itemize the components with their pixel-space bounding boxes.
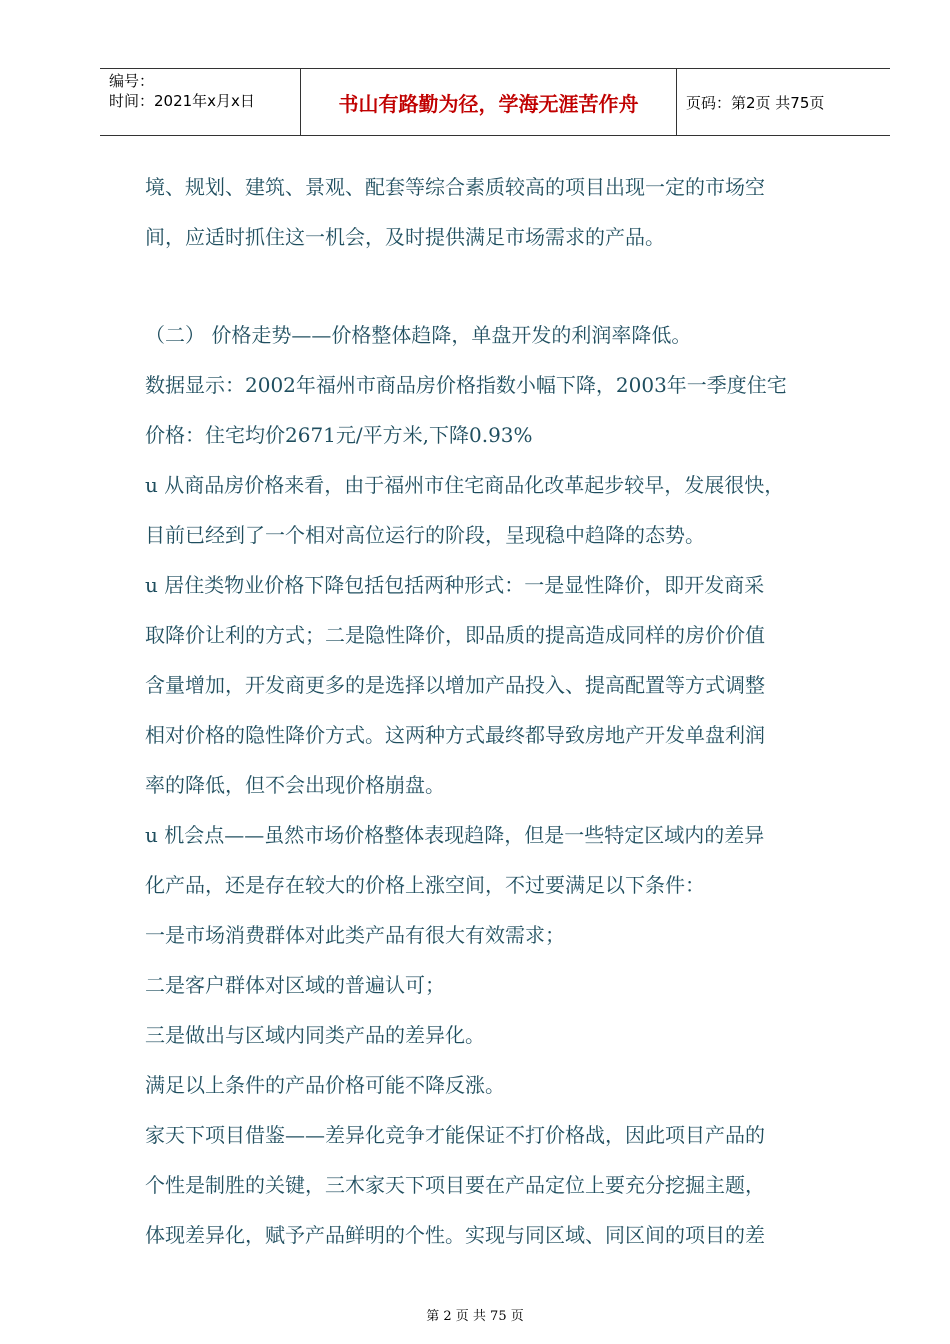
header-page-info: 页码：第2页 共75页 xyxy=(686,93,825,112)
body-line: 取降价让利的方式；二是隐性降价，即品质的提高造成同样的房价价值 xyxy=(145,623,765,647)
body-line: 家天下项目借鉴——差异化竞争才能保证不打价格战，因此项目产品的 xyxy=(145,1123,765,1147)
document-body xyxy=(145,162,865,1260)
section-heading: （二） 价格走势——价格整体趋降，单盘开发的利润率降低。 xyxy=(145,323,692,347)
body-line: 率的降低，但不会出现价格崩盘。 xyxy=(145,773,445,797)
body-line: 体现差异化，赋予产品鲜明的个性。实现与同区域、同区间的项目的差 xyxy=(145,1223,765,1247)
body-line: u 从商品房价格来看，由于福州市住宅商品化改革起步较早，发展很快， xyxy=(145,473,785,497)
page-header xyxy=(100,68,890,136)
body-line: 一是市场消费群体对此类产品有很大有效需求； xyxy=(145,923,565,947)
body-line: u 居住类物业价格下降包括包括两种形式：一是显性降价，即开发商采 xyxy=(145,573,765,597)
body-line: 数据显示：2002年福州市商品房价格指数小幅下降，2003年一季度住宅 xyxy=(145,373,787,397)
body-line: 满足以上条件的产品价格可能不降反涨。 xyxy=(145,1073,505,1097)
header-motto: 书山有路勤为径，学海无涯苦作舟 xyxy=(301,69,677,135)
body-line: 个性是制胜的关键，三木家天下项目要在产品定位上要充分挖掘主题， xyxy=(145,1173,765,1197)
body-line: 境、规划、建筑、景观、配套等综合素质较高的项目出现一定的市场空 xyxy=(145,175,765,199)
header-meta xyxy=(100,69,301,135)
body-line: 相对价格的隐性降价方式。这两种方式最终都导致房地产开发单盘利润 xyxy=(145,723,765,747)
time-label: 时间：2021年x月x日 xyxy=(109,92,255,110)
body-line: 化产品，还是存在较大的价格上涨空间，不过要满足以下条件： xyxy=(145,873,705,897)
body-line: 价格：住宅均价2671元/平方米,下降0.93% xyxy=(145,423,533,447)
body-line: 含量增加，开发商更多的是选择以增加产品投入、提高配置等方式调整 xyxy=(145,673,765,697)
body-line: 间，应适时抓住这一机会，及时提供满足市场需求的产品。 xyxy=(145,225,665,249)
body-line: 三是做出与区域内同类产品的差异化。 xyxy=(145,1023,485,1047)
body-line: u 机会点——虽然市场价格整体表现趋降，但是一些特定区域内的差异 xyxy=(145,823,765,847)
body-line: 目前已经到了一个相对高位运行的阶段，呈现稳中趋降的态势。 xyxy=(145,523,705,547)
body-line: 二是客户群体对区域的普遍认可； xyxy=(145,973,445,997)
page-footer: 第 2 页 共 75 页 xyxy=(426,1309,524,1324)
number-label: 编号： xyxy=(109,72,155,90)
blank-line xyxy=(145,262,865,310)
